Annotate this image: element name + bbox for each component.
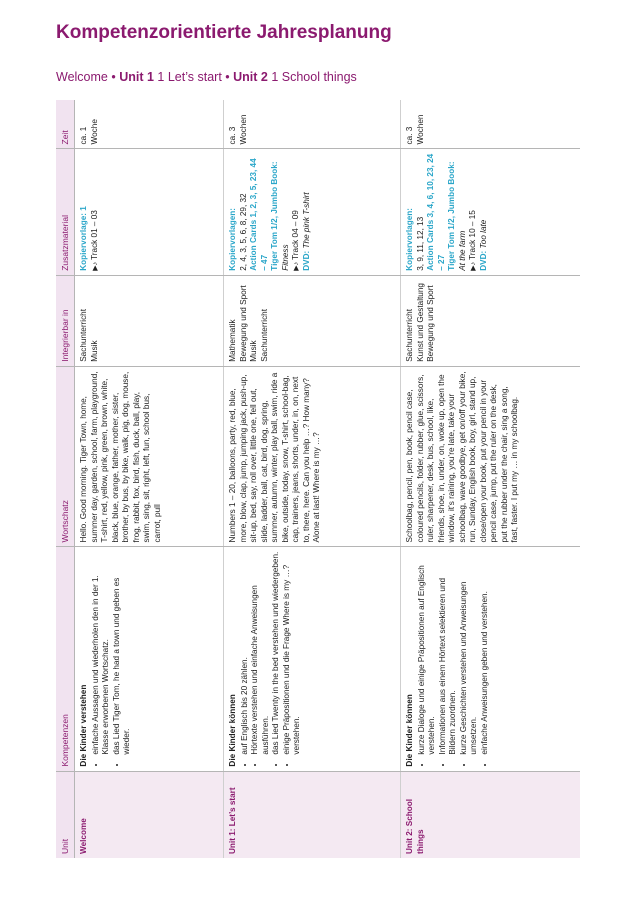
- kompetenzen-list: [240, 551, 303, 766]
- breadcrumb-unit1-text: 1 Let’s start: [153, 70, 222, 84]
- integrierbar-item: Mathematik: [228, 319, 238, 362]
- dvd-title: Too late: [479, 219, 489, 249]
- integrierbar-cell: [75, 275, 224, 366]
- integrierbar-item: Musik: [89, 340, 99, 362]
- zeit-cell: ca. 3 Wochen: [401, 100, 580, 149]
- unit-cell: Welcome: [75, 771, 224, 858]
- planning-table: [56, 100, 580, 858]
- kompetenzen-list: [417, 551, 491, 766]
- zusatzmaterial-item: Action Cards 1, 2, 3, 5, 23, 44 – 47: [249, 158, 269, 271]
- integrierbar-item: Sachunterricht: [79, 308, 88, 362]
- kompetenzen-item: • kurze Geschichten verstehen und Anweisungen umsetzen.: [459, 551, 480, 754]
- zusatzmaterial-item: Tiger Tom 1/2, Jumbo Book:: [447, 161, 457, 271]
- breadcrumb-separator: •: [107, 70, 120, 84]
- wortschatz-cell: Numbers 1 – 20, balloons, party, red, blue, more, blow, clap, jump, jumping jack, push-up, sit-up, bed, say, roll over, little one, fell out, slide, ladder, ball, cat, bird, dog, spring, summer, autumn, winter, play ball, swim, ride a bike, outside, today, snow, T-shirt, school-bag, cap, trainers, jeans, shorts, under, in, on, next to, there, here. Can you help …? How many? Alone at last! Where is my …?: [224, 366, 401, 547]
- zusatzmaterial-item: 2, 4, 3, 5, 6, 8, 29, 32: [238, 193, 248, 271]
- kompetenzen-item: • auf Englisch bis 20 zählen.: [240, 551, 251, 754]
- dvd-label: DVD:: [479, 248, 489, 271]
- zeit-cell: ca. 3 Wochen: [224, 100, 401, 149]
- integrierbar-cell: [401, 275, 580, 366]
- wortschatz-cell: Hello. Good morning. Tiger Town, home, summer day, garden, school, farm, playground, T-shirt, red, yellow, pink, green, brown, white, black, blue, orange, father, mother, sister, brother, by bus, by bike, walk, pig, dog, mouse, frog, rabbit, fox, bird, fish, duck, ball, play, swim, sing, sit, right, left, fun, school bus, carrot, pull: [75, 366, 224, 547]
- zeit-cell: ca. 1 Woche: [75, 100, 224, 149]
- zusatzmaterial-item: Kopiervorlagen:: [228, 207, 238, 271]
- zusatzmaterial-cell: [75, 149, 224, 275]
- header-integrierbar: Integrierbar in: [56, 275, 75, 366]
- audio-track-label: Track 01 – 03: [89, 210, 99, 260]
- header-zeit: Zeit: [56, 100, 75, 149]
- header-unit: Unit: [56, 771, 75, 858]
- zusatzmaterial-item: Kopiervorlage: 1: [79, 206, 88, 271]
- zusatzmaterial-item: At the farm: [457, 230, 467, 271]
- kompetenzen-lead: Die Kinder können: [405, 694, 415, 767]
- audio-track-item: [468, 153, 479, 270]
- integrierbar-item: Bewegung und Sport: [426, 285, 436, 362]
- zusatzmaterial-item: Action Cards 3, 4, 6, 10, 23, 24 – 27: [426, 153, 446, 271]
- kompetenzen-cell: [401, 547, 580, 771]
- zusatzmaterial-cell: [224, 149, 401, 275]
- kompetenzen-item: • einfache Anweisungen geben und verstehen.: [480, 551, 491, 754]
- dvd-item: [302, 153, 313, 270]
- kompetenzen-item: • Hörtexte verstehen und einfache Anweisungen ausführen.: [250, 551, 271, 754]
- kompetenzen-item: • kurze Dialoge und einige Präpositionen auf Englisch verstehen.: [417, 551, 438, 754]
- zusatzmaterial-item: Kopiervorlagen:: [405, 207, 415, 271]
- breadcrumb-separator: •: [221, 70, 234, 84]
- breadcrumb-unit2-text: 1 School things: [267, 70, 357, 84]
- table-row: [401, 100, 580, 858]
- breadcrumb: [56, 70, 357, 84]
- header-zusatzmaterial: Zusatzmaterial: [56, 149, 75, 275]
- table-row: [75, 100, 224, 858]
- dvd-label: DVD:: [301, 248, 311, 271]
- kompetenzen-cell: [224, 547, 401, 771]
- kompetenzen-list: [91, 551, 133, 766]
- planning-table-frame: [56, 100, 580, 858]
- integrierbar-item: Sachunterricht: [259, 308, 269, 362]
- integrierbar-item: Kunst und Gestaltung: [415, 283, 425, 362]
- unit-cell: Unit 1: Let’s start: [224, 771, 401, 858]
- table-row: [224, 100, 401, 858]
- integrierbar-cell: [224, 275, 401, 366]
- zusatzmaterial-cell: [401, 149, 580, 275]
- integrierbar-item: Sachunterricht: [405, 308, 415, 362]
- kompetenzen-item: • Informationen aus einem Hörtext selektieren und Bildern zuordnen.: [438, 551, 459, 754]
- zusatzmaterial-item: 3, 9, 11, 12, 13: [415, 216, 425, 271]
- table-header-row: [56, 100, 75, 858]
- dvd-item: [479, 153, 490, 270]
- page-title: Kompetenzorientierte Jahresplanung: [56, 22, 392, 43]
- audio-track-item: [90, 153, 101, 270]
- zusatzmaterial-item: Fitness: [280, 244, 290, 271]
- header-kompetenzen: Kompetenzen: [56, 547, 75, 771]
- kompetenzen-item: • das Lied Tiger Tom, he had a town und geben es wieder.: [112, 551, 133, 754]
- wortschatz-cell: Schoolbag, pencil, pen, book, pencil case, coloured pencils, folder, rubber, glue, scissors, ruler, sharpener, desk, bus, school, like, friends, shoe, in, under, on, woke up, open the window, it’s raining, you’re late, take your schoolbag, wave goodbye, get on/off your bike, run, Sunday, English book, boy, girl, stand up, close/open your book, put your pencil in your pencil case, jump, put the ruler on the desk, put the rubber under the chair, sing a song, fast, faster. I put my … in my schoolbag.: [401, 366, 580, 547]
- kompetenzen-item: • das Lied Twenty in the bed verstehen und wiedergeben.: [271, 551, 282, 754]
- kompetenzen-cell: [75, 547, 224, 771]
- dvd-title: The pink T-shirt: [301, 192, 311, 249]
- audio-track-item: [291, 153, 302, 270]
- header-wortschatz: Wortschatz: [56, 366, 75, 547]
- kompetenzen-lead: Die Kinder können: [228, 694, 238, 767]
- audio-track-label: Track 04 – 09: [291, 210, 301, 260]
- kompetenzen-lead: Die Kinder verstehen: [79, 684, 88, 767]
- kompetenzen-item: • einige Präpositionen und die Frage Where is my …? verstehen.: [282, 551, 303, 754]
- integrierbar-item: Musik: [249, 340, 259, 362]
- zusatzmaterial-item: Tiger Tom 1/2, Jumbo Book:: [270, 161, 280, 271]
- audio-track-label: Track 10 – 15: [468, 210, 478, 260]
- kompetenzen-item: • einfache Aussagen und wiederholen den in der 1. Klasse erworbenen Wortschatz.: [91, 551, 112, 754]
- unit-cell: Unit 2: School things: [401, 771, 580, 858]
- integrierbar-item: Bewegung und Sport: [238, 285, 248, 362]
- breadcrumb-unit1-label: Unit 1: [119, 70, 154, 84]
- breadcrumb-unit2-label: Unit 2: [233, 70, 268, 84]
- breadcrumb-welcome: Welcome: [56, 70, 108, 84]
